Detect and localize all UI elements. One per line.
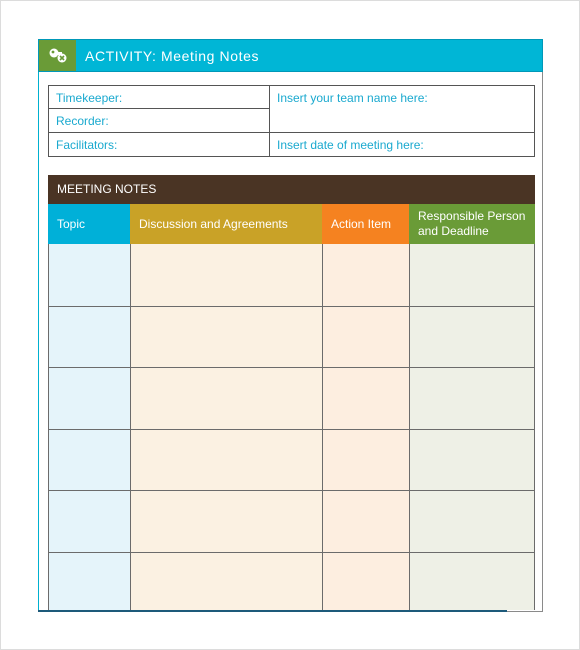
recorder-label[interactable]: Recorder: [56, 114, 109, 128]
facilitators-label[interactable]: Facilitators: [56, 138, 118, 152]
timekeeper-label[interactable]: Timekeeper: [56, 91, 123, 105]
meeting-notes-title: MEETING NOTES [48, 175, 535, 204]
puzzle-pieces-icon [47, 47, 69, 65]
meeting-date-field[interactable]: Insert date of meeting here: [277, 138, 424, 152]
note-cell-topic[interactable] [48, 490, 130, 552]
row-divider [48, 429, 535, 430]
note-cell-discussion[interactable] [130, 429, 322, 491]
team-name-field[interactable]: Insert your team name here: [277, 91, 428, 105]
note-cell-responsible[interactable] [409, 552, 535, 611]
note-cell-responsible[interactable] [409, 244, 535, 306]
info-divider-2 [49, 132, 534, 133]
note-cell-topic[interactable] [48, 429, 130, 491]
column-divider [48, 244, 49, 610]
note-cell-responsible[interactable] [409, 429, 535, 491]
note-cell-responsible[interactable] [409, 367, 535, 429]
frame-bottom-border-right [507, 611, 543, 612]
info-divider-1 [49, 108, 269, 109]
note-cell-responsible[interactable] [409, 490, 535, 552]
column-header-responsible: Responsible Person and Deadline [409, 204, 535, 244]
column-divider [409, 244, 410, 610]
row-divider [48, 490, 535, 491]
note-cell-action-item[interactable] [322, 306, 409, 368]
note-cell-discussion[interactable] [130, 306, 322, 368]
row-divider [48, 367, 535, 368]
column-header-discussion: Discussion and Agreements [130, 204, 322, 244]
page-title: ACTIVITY: Meeting Notes [85, 48, 260, 64]
note-cell-action-item[interactable] [322, 429, 409, 491]
note-cell-responsible[interactable] [409, 306, 535, 368]
column-divider [534, 244, 535, 610]
note-cell-discussion[interactable] [130, 490, 322, 552]
note-cell-discussion[interactable] [130, 244, 322, 306]
row-divider [48, 552, 535, 553]
note-cell-discussion[interactable] [130, 367, 322, 429]
info-divider-vertical [269, 86, 270, 156]
logo [39, 40, 76, 71]
note-cell-topic[interactable] [48, 552, 130, 611]
frame-bottom-border [38, 610, 507, 612]
meeting-info-table [48, 85, 535, 157]
note-cell-topic[interactable] [48, 244, 130, 306]
note-cell-action-item[interactable] [322, 367, 409, 429]
note-cell-action-item[interactable] [322, 490, 409, 552]
note-cell-topic[interactable] [48, 367, 130, 429]
column-header-topic: Topic [48, 204, 130, 244]
note-cell-action-item[interactable] [322, 244, 409, 306]
note-cell-topic[interactable] [48, 306, 130, 368]
note-cell-discussion[interactable] [130, 552, 322, 611]
column-divider [322, 244, 323, 610]
activity-header [38, 39, 543, 72]
column-divider [130, 244, 131, 610]
note-cell-action-item[interactable] [322, 552, 409, 611]
row-divider [48, 306, 535, 307]
column-header-action-item: Action Item [322, 204, 409, 244]
